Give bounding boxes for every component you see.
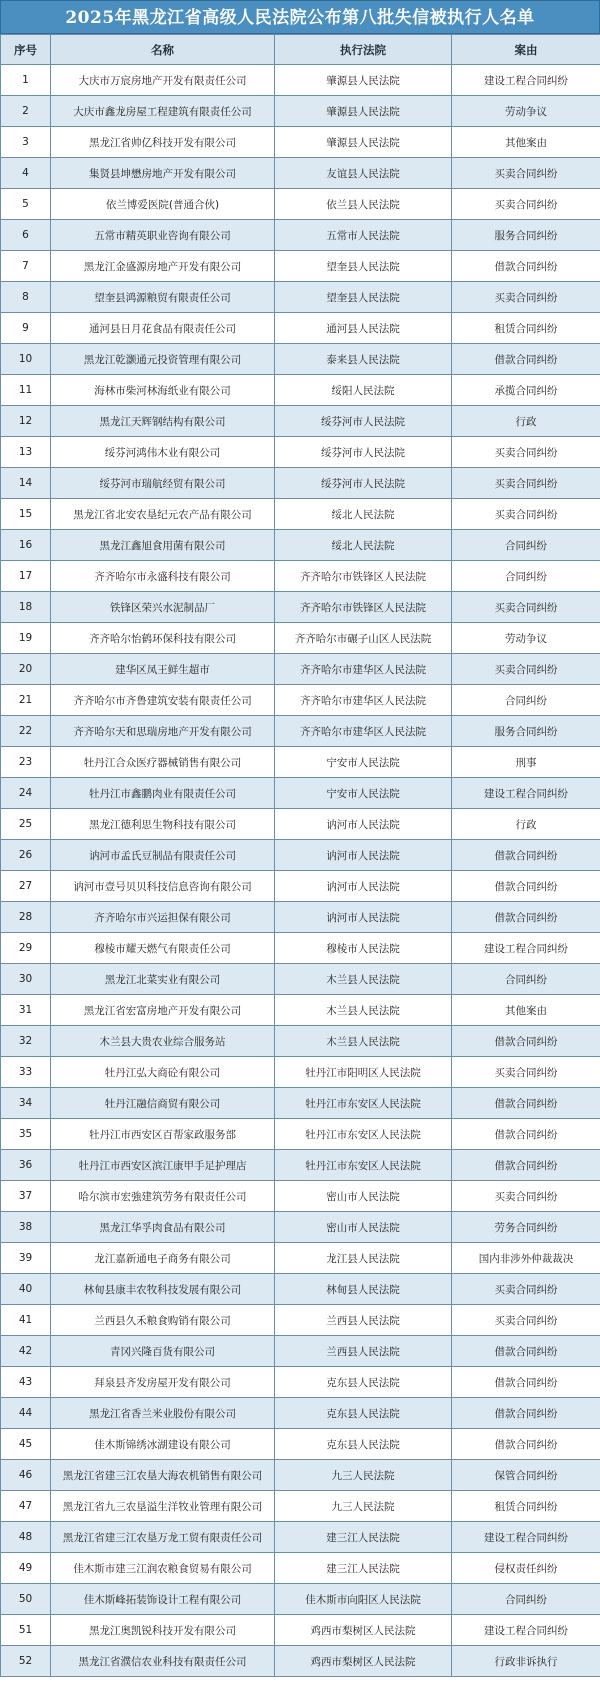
cell-name: 黑龙江省香兰米业股份有限公司 xyxy=(51,1398,275,1429)
cell-case-cause: 买卖合同纠纷 xyxy=(452,499,600,530)
cell-index: 7 xyxy=(1,251,51,282)
cell-name: 依兰博爱医院(普通合伙) xyxy=(51,189,275,220)
cell-case-cause: 借款合同纠纷 xyxy=(452,1119,600,1150)
cell-court: 木兰县人民法院 xyxy=(275,995,452,1026)
cell-court: 九三人民法院 xyxy=(275,1460,452,1491)
cell-index: 34 xyxy=(1,1088,51,1119)
cell-case-cause: 其他案由 xyxy=(452,127,600,158)
cell-court: 建三江人民法院 xyxy=(275,1522,452,1553)
cell-name: 木兰县大贵农业综合服务站 xyxy=(51,1026,275,1057)
cell-court: 九三人民法院 xyxy=(275,1491,452,1522)
table-row xyxy=(1,220,600,251)
table-row xyxy=(1,1491,600,1522)
cell-index: 31 xyxy=(1,995,51,1026)
cell-case-cause: 保管合同纠纷 xyxy=(452,1460,600,1491)
cell-court: 鸡西市梨树区人民法院 xyxy=(275,1615,452,1646)
cell-name: 齐齐哈尔市兴运担保有限公司 xyxy=(51,902,275,933)
header-court: 执行法院 xyxy=(275,35,452,65)
defaulter-table xyxy=(0,34,600,1677)
cell-case-cause: 买卖合同纠纷 xyxy=(452,282,600,313)
cell-name: 铁锋区荣兴水泥制品厂 xyxy=(51,592,275,623)
cell-name: 齐齐哈尔天和思瑞房地产开发有限公司 xyxy=(51,716,275,747)
cell-court: 五常市人民法院 xyxy=(275,220,452,251)
table-row xyxy=(1,809,600,840)
cell-name: 林甸县康丰农牧科技发展有限公司 xyxy=(51,1274,275,1305)
cell-court: 兰西县人民法院 xyxy=(275,1305,452,1336)
cell-case-cause: 借款合同纠纷 xyxy=(452,1336,600,1367)
cell-court: 穆棱市人民法院 xyxy=(275,933,452,964)
table-row xyxy=(1,840,600,871)
table-row xyxy=(1,1522,600,1553)
cell-name: 佳木斯市建三江润农粮食贸易有限公司 xyxy=(51,1553,275,1584)
table-row xyxy=(1,96,600,127)
cell-index: 22 xyxy=(1,716,51,747)
cell-court: 龙江县人民法院 xyxy=(275,1243,452,1274)
table-row xyxy=(1,1615,600,1646)
cell-index: 10 xyxy=(1,344,51,375)
cell-case-cause: 借款合同纠纷 xyxy=(452,251,600,282)
cell-name: 黑龙江省宏富房地产开发有限公司 xyxy=(51,995,275,1026)
cell-court: 绥芬河市人民法院 xyxy=(275,406,452,437)
cell-court: 依兰县人民法院 xyxy=(275,189,452,220)
cell-index: 46 xyxy=(1,1460,51,1491)
cell-court: 绥北人民法院 xyxy=(275,530,452,561)
cell-index: 50 xyxy=(1,1584,51,1615)
cell-index: 37 xyxy=(1,1181,51,1212)
cell-court: 肇源县人民法院 xyxy=(275,127,452,158)
cell-court: 鸡西市梨树区人民法院 xyxy=(275,1646,452,1677)
cell-name: 大庆市万宸房地产开发有限责任公司 xyxy=(51,65,275,96)
cell-court: 齐齐哈尔市铁锋区人民法院 xyxy=(275,592,452,623)
header-case-cause: 案由 xyxy=(452,35,600,65)
cell-court: 宁安市人民法院 xyxy=(275,747,452,778)
cell-name: 绥芬河鸿伟木业有限公司 xyxy=(51,437,275,468)
cell-index: 38 xyxy=(1,1212,51,1243)
cell-name: 拜泉县齐发房屋开发有限公司 xyxy=(51,1367,275,1398)
cell-name: 望奎县鸿源粮贸有限责任公司 xyxy=(51,282,275,313)
cell-court: 望奎县人民法院 xyxy=(275,282,452,313)
cell-case-cause: 买卖合同纠纷 xyxy=(452,437,600,468)
cell-case-cause: 借款合同纠纷 xyxy=(452,1026,600,1057)
cell-case-cause: 其他案由 xyxy=(452,995,600,1026)
cell-case-cause: 侵权责任纠纷 xyxy=(452,1553,600,1584)
table-row xyxy=(1,1088,600,1119)
cell-index: 18 xyxy=(1,592,51,623)
cell-name: 黑龙江金盛源房地产开发有限公司 xyxy=(51,251,275,282)
cell-index: 19 xyxy=(1,623,51,654)
cell-case-cause: 建设工程合同纠纷 xyxy=(452,65,600,96)
cell-index: 4 xyxy=(1,158,51,189)
cell-court: 绥北人民法院 xyxy=(275,499,452,530)
cell-case-cause: 服务合同纠纷 xyxy=(452,716,600,747)
cell-name: 黑龙江华孚肉食品有限公司 xyxy=(51,1212,275,1243)
cell-court: 克东县人民法院 xyxy=(275,1429,452,1460)
table-row xyxy=(1,1026,600,1057)
cell-name: 黑龙江乾灏通元投资管理有限公司 xyxy=(51,344,275,375)
cell-case-cause: 借款合同纠纷 xyxy=(452,871,600,902)
cell-name: 兰西县久禾粮食购销有限公司 xyxy=(51,1305,275,1336)
cell-name: 讷河市壹号贝贝科技信息咨询有限公司 xyxy=(51,871,275,902)
cell-index: 17 xyxy=(1,561,51,592)
cell-court: 密山市人民法院 xyxy=(275,1181,452,1212)
cell-name: 佳木斯峰拓装饰设计工程有限公司 xyxy=(51,1584,275,1615)
table-row xyxy=(1,902,600,933)
cell-case-cause: 劳动争议 xyxy=(452,623,600,654)
cell-name: 牡丹江合众医疗器械销售有限公司 xyxy=(51,747,275,778)
cell-court: 齐齐哈尔市碾子山区人民法院 xyxy=(275,623,452,654)
cell-case-cause: 借款合同纠纷 xyxy=(452,1088,600,1119)
table-row xyxy=(1,468,600,499)
cell-index: 12 xyxy=(1,406,51,437)
cell-court: 克东县人民法院 xyxy=(275,1367,452,1398)
cell-case-cause: 合同纠纷 xyxy=(452,1584,600,1615)
cell-index: 16 xyxy=(1,530,51,561)
table-row xyxy=(1,375,600,406)
cell-index: 11 xyxy=(1,375,51,406)
cell-index: 44 xyxy=(1,1398,51,1429)
cell-name: 齐齐哈尔市齐鲁建筑安装有限责任公司 xyxy=(51,685,275,716)
table-row xyxy=(1,1584,600,1615)
cell-name: 黑龙江省北安农垦纪元农产品有限公司 xyxy=(51,499,275,530)
table-row xyxy=(1,1150,600,1181)
cell-name: 牡丹江市西安区滨江康甲手足护理店 xyxy=(51,1150,275,1181)
cell-name: 黑龙江德利思生物科技有限公司 xyxy=(51,809,275,840)
cell-name: 五常市精英职业咨询有限公司 xyxy=(51,220,275,251)
cell-index: 28 xyxy=(1,902,51,933)
cell-name: 黑龙江北菜实业有限公司 xyxy=(51,964,275,995)
cell-case-cause: 租赁合同纠纷 xyxy=(452,313,600,344)
cell-court: 讷河市人民法院 xyxy=(275,871,452,902)
cell-court: 木兰县人民法院 xyxy=(275,964,452,995)
cell-name: 通河县日月花食品有限责任公司 xyxy=(51,313,275,344)
cell-case-cause: 借款合同纠纷 xyxy=(452,1429,600,1460)
table-row xyxy=(1,685,600,716)
cell-name: 佳木斯锦绣冰湖建设有限公司 xyxy=(51,1429,275,1460)
cell-case-cause: 建设工程合同纠纷 xyxy=(452,1615,600,1646)
cell-case-cause: 买卖合同纠纷 xyxy=(452,654,600,685)
cell-index: 51 xyxy=(1,1615,51,1646)
cell-name: 牡丹江弘大商砼有限公司 xyxy=(51,1057,275,1088)
cell-index: 47 xyxy=(1,1491,51,1522)
cell-name: 黑龙江省濮信农业科技有限责任公司 xyxy=(51,1646,275,1677)
cell-name: 黑龙江鑫旭食用菌有限公司 xyxy=(51,530,275,561)
cell-index: 40 xyxy=(1,1274,51,1305)
cell-index: 27 xyxy=(1,871,51,902)
cell-case-cause: 国内非涉外仲裁裁决 xyxy=(452,1243,600,1274)
table-row xyxy=(1,437,600,468)
cell-name: 牡丹江融信商贸有限公司 xyxy=(51,1088,275,1119)
cell-court: 通河县人民法院 xyxy=(275,313,452,344)
table-row xyxy=(1,1057,600,1088)
table-row xyxy=(1,995,600,1026)
cell-index: 2 xyxy=(1,96,51,127)
cell-name: 绥芬河市瑞航经贸有限公司 xyxy=(51,468,275,499)
cell-court: 泰来县人民法院 xyxy=(275,344,452,375)
cell-name: 黑龙江省建三江农垦万龙工贸有限责任公司 xyxy=(51,1522,275,1553)
cell-name: 大庆市鑫龙房屋工程建筑有限责任公司 xyxy=(51,96,275,127)
cell-index: 9 xyxy=(1,313,51,344)
table-row xyxy=(1,1367,600,1398)
cell-case-cause: 借款合同纠纷 xyxy=(452,344,600,375)
cell-name: 黑龙江省九三农垦溢生洋牧业管理有限公司 xyxy=(51,1491,275,1522)
cell-index: 43 xyxy=(1,1367,51,1398)
cell-court: 建三江人民法院 xyxy=(275,1553,452,1584)
cell-index: 5 xyxy=(1,189,51,220)
cell-index: 21 xyxy=(1,685,51,716)
cell-name: 龙江嘉新通电子商务有限公司 xyxy=(51,1243,275,1274)
cell-name: 黑龙江省帅亿科技开发有限公司 xyxy=(51,127,275,158)
cell-case-cause: 借款合同纠纷 xyxy=(452,902,600,933)
cell-name: 黑龙江省建三江农垦大海农机销售有限公司 xyxy=(51,1460,275,1491)
cell-case-cause: 行政 xyxy=(452,809,600,840)
cell-name: 牡丹江市鑫鹏肉业有限责任公司 xyxy=(51,778,275,809)
cell-index: 39 xyxy=(1,1243,51,1274)
cell-name: 建华区凤王鲜生超市 xyxy=(51,654,275,685)
cell-index: 6 xyxy=(1,220,51,251)
cell-court: 肇源县人民法院 xyxy=(275,65,452,96)
cell-court: 克东县人民法院 xyxy=(275,1398,452,1429)
cell-case-cause: 合同纠纷 xyxy=(452,530,600,561)
header-index: 序号 xyxy=(1,35,51,65)
cell-name: 黑龙江奥凯锐科技开发有限公司 xyxy=(51,1615,275,1646)
cell-case-cause: 行政 xyxy=(452,406,600,437)
table-row xyxy=(1,1212,600,1243)
cell-index: 32 xyxy=(1,1026,51,1057)
cell-index: 1 xyxy=(1,65,51,96)
cell-index: 24 xyxy=(1,778,51,809)
table-row xyxy=(1,964,600,995)
table-row xyxy=(1,344,600,375)
table-row xyxy=(1,530,600,561)
cell-case-cause: 合同纠纷 xyxy=(452,964,600,995)
cell-index: 49 xyxy=(1,1553,51,1584)
table-row xyxy=(1,1553,600,1584)
cell-case-cause: 买卖合同纠纷 xyxy=(452,1057,600,1088)
table-row xyxy=(1,499,600,530)
cell-index: 33 xyxy=(1,1057,51,1088)
cell-case-cause: 买卖合同纠纷 xyxy=(452,1274,600,1305)
cell-case-cause: 买卖合同纠纷 xyxy=(452,468,600,499)
cell-index: 20 xyxy=(1,654,51,685)
cell-case-cause: 建设工程合同纠纷 xyxy=(452,933,600,964)
table-row xyxy=(1,1336,600,1367)
cell-name: 牡丹江市西安区百帮家政服务部 xyxy=(51,1119,275,1150)
cell-court: 绥阳人民法院 xyxy=(275,375,452,406)
cell-index: 8 xyxy=(1,282,51,313)
cell-court: 讷河市人民法院 xyxy=(275,809,452,840)
cell-name: 讷河市孟氏豆制品有限责任公司 xyxy=(51,840,275,871)
cell-case-cause: 合同纠纷 xyxy=(452,685,600,716)
cell-name: 海林市柴河林海纸业有限公司 xyxy=(51,375,275,406)
cell-case-cause: 服务合同纠纷 xyxy=(452,220,600,251)
cell-court: 佳木斯市向阳区人民法院 xyxy=(275,1584,452,1615)
cell-index: 23 xyxy=(1,747,51,778)
cell-case-cause: 劳动争议 xyxy=(452,96,600,127)
table-row xyxy=(1,1243,600,1274)
cell-court: 林甸县人民法院 xyxy=(275,1274,452,1305)
cell-case-cause: 劳务合同纠纷 xyxy=(452,1212,600,1243)
cell-name: 黑龙江天辉钢结构有限公司 xyxy=(51,406,275,437)
table-row xyxy=(1,406,600,437)
cell-index: 41 xyxy=(1,1305,51,1336)
cell-court: 木兰县人民法院 xyxy=(275,1026,452,1057)
table-row xyxy=(1,65,600,96)
cell-name: 齐齐哈尔怡鹤环保科技有限公司 xyxy=(51,623,275,654)
cell-index: 3 xyxy=(1,127,51,158)
cell-index: 52 xyxy=(1,1646,51,1677)
cell-name: 哈尔滨市宏強建筑劳务有限责任公司 xyxy=(51,1181,275,1212)
cell-case-cause: 刑事 xyxy=(452,747,600,778)
cell-index: 42 xyxy=(1,1336,51,1367)
cell-court: 齐齐哈尔市建华区人民法院 xyxy=(275,716,452,747)
table-row xyxy=(1,623,600,654)
cell-index: 14 xyxy=(1,468,51,499)
header-name: 名称 xyxy=(51,35,275,65)
cell-court: 绥芬河市人民法院 xyxy=(275,437,452,468)
cell-court: 宁安市人民法院 xyxy=(275,778,452,809)
table-row xyxy=(1,251,600,282)
cell-court: 牡丹江市东安区人民法院 xyxy=(275,1119,452,1150)
cell-case-cause: 借款合同纠纷 xyxy=(452,1398,600,1429)
table-row xyxy=(1,127,600,158)
table-header-row xyxy=(1,35,600,65)
cell-court: 牡丹江市东安区人民法院 xyxy=(275,1088,452,1119)
cell-case-cause: 买卖合同纠纷 xyxy=(452,189,600,220)
table-row xyxy=(1,747,600,778)
cell-index: 48 xyxy=(1,1522,51,1553)
cell-case-cause: 合同纠纷 xyxy=(452,561,600,592)
table-row xyxy=(1,282,600,313)
cell-name: 穆棱市耀天燃气有限责任公司 xyxy=(51,933,275,964)
table-row xyxy=(1,1398,600,1429)
table-row xyxy=(1,1119,600,1150)
table-row xyxy=(1,1646,600,1677)
table-row xyxy=(1,778,600,809)
cell-court: 讷河市人民法院 xyxy=(275,902,452,933)
cell-court: 肇源县人民法院 xyxy=(275,96,452,127)
cell-case-cause: 借款合同纠纷 xyxy=(452,840,600,871)
cell-court: 齐齐哈尔市铁锋区人民法院 xyxy=(275,561,452,592)
cell-court: 兰西县人民法院 xyxy=(275,1336,452,1367)
table-row xyxy=(1,933,600,964)
cell-index: 26 xyxy=(1,840,51,871)
cell-case-cause: 买卖合同纠纷 xyxy=(452,592,600,623)
cell-index: 29 xyxy=(1,933,51,964)
cell-court: 齐齐哈尔市建华区人民法院 xyxy=(275,654,452,685)
table-row xyxy=(1,1305,600,1336)
table-row xyxy=(1,158,600,189)
cell-court: 牡丹江市东安区人民法院 xyxy=(275,1150,452,1181)
cell-court: 望奎县人民法院 xyxy=(275,251,452,282)
cell-name: 集贤县坤懋房地产开发有限公司 xyxy=(51,158,275,189)
table-row xyxy=(1,561,600,592)
cell-index: 30 xyxy=(1,964,51,995)
cell-court: 密山市人民法院 xyxy=(275,1212,452,1243)
table-row xyxy=(1,1429,600,1460)
cell-name: 青冈兴隆百货有限公司 xyxy=(51,1336,275,1367)
table-row xyxy=(1,1181,600,1212)
table-row xyxy=(1,189,600,220)
table-row xyxy=(1,716,600,747)
table-row xyxy=(1,313,600,344)
cell-index: 45 xyxy=(1,1429,51,1460)
table-row xyxy=(1,871,600,902)
cell-case-cause: 借款合同纠纷 xyxy=(452,1367,600,1398)
cell-case-cause: 租赁合同纠纷 xyxy=(452,1491,600,1522)
table-row xyxy=(1,1274,600,1305)
cell-index: 36 xyxy=(1,1150,51,1181)
cell-court: 讷河市人民法院 xyxy=(275,840,452,871)
cell-case-cause: 建设工程合同纠纷 xyxy=(452,1522,600,1553)
page-title: 2025年黑龙江省高级人民法院公布第八批失信被执行人名单 xyxy=(0,0,600,34)
cell-index: 25 xyxy=(1,809,51,840)
cell-index: 15 xyxy=(1,499,51,530)
cell-case-cause: 买卖合同纠纷 xyxy=(452,158,600,189)
table-row xyxy=(1,1460,600,1491)
table-body xyxy=(1,65,600,1677)
cell-name: 齐齐哈尔市永盛科技有限公司 xyxy=(51,561,275,592)
cell-case-cause: 承揽合同纠纷 xyxy=(452,375,600,406)
cell-case-cause: 行政非诉执行 xyxy=(452,1646,600,1677)
cell-case-cause: 买卖合同纠纷 xyxy=(452,1181,600,1212)
cell-court: 牡丹江市阳明区人民法院 xyxy=(275,1057,452,1088)
cell-case-cause: 建设工程合同纠纷 xyxy=(452,778,600,809)
cell-case-cause: 买卖合同纠纷 xyxy=(452,1305,600,1336)
cell-court: 绥芬河市人民法院 xyxy=(275,468,452,499)
cell-index: 35 xyxy=(1,1119,51,1150)
cell-court: 友谊县人民法院 xyxy=(275,158,452,189)
cell-case-cause: 借款合同纠纷 xyxy=(452,1150,600,1181)
cell-court: 齐齐哈尔市建华区人民法院 xyxy=(275,685,452,716)
table-row xyxy=(1,654,600,685)
cell-index: 13 xyxy=(1,437,51,468)
table-row xyxy=(1,592,600,623)
